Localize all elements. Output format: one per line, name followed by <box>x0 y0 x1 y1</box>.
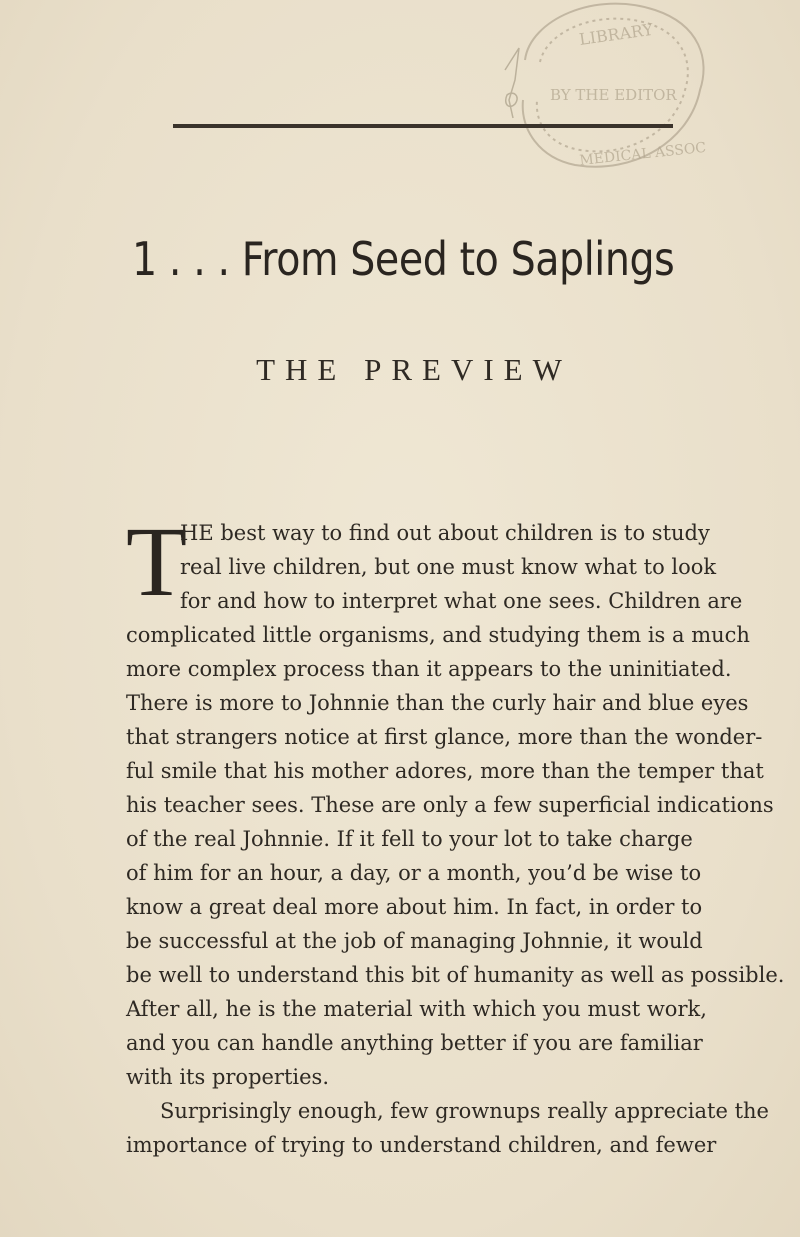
body-text <box>126 506 785 1162</box>
text-line: for and how to interpret what one sees. Children are <box>180 589 743 613</box>
text-line: of the real Johnnie. If it fell to your lot to take charge <box>126 827 693 851</box>
drop-cap: T <box>126 506 188 617</box>
svg-text:MEDICAL ASSOC: MEDICAL ASSOC <box>578 139 707 169</box>
text-line: his teacher sees. These are only a few superficial indications <box>126 793 774 817</box>
text-line: be successful at the job of managing Johnnie, it would <box>126 929 703 953</box>
library-stamp <box>485 0 715 200</box>
text-line: know a great deal more about him. In fact, in order to <box>126 895 703 919</box>
text-line: complicated little organisms, and studying them is a much <box>126 623 750 647</box>
chapter-title: 1 . . . From Seed to Saplings <box>132 232 675 286</box>
text-line: Surprisingly enough, few grownups really appreciate the <box>160 1099 769 1123</box>
text-line: HE best way to find out about children is to study <box>180 521 710 545</box>
section-heading: THE PREVIEW <box>256 352 572 387</box>
svg-text:LIBRARY: LIBRARY <box>577 19 655 49</box>
text-line: that strangers notice at first glance, more than the wonder- <box>126 725 763 749</box>
svg-text:BY THE EDITOR: BY THE EDITOR <box>550 86 677 104</box>
text-line: real live children, but one must know what to look <box>180 555 717 579</box>
text-line: There is more to Johnnie than the curly hair and blue eyes <box>126 691 749 715</box>
text-line: more complex process than it appears to the uninitiated. <box>126 657 732 681</box>
horizontal-rule <box>173 124 673 128</box>
text-line: of him for an hour, a day, or a month, you’d be wise to <box>126 861 702 885</box>
text-line: importance of trying to understand children, and fewer <box>126 1133 717 1157</box>
text-line: After all, he is the material with which you must work, <box>126 997 707 1021</box>
text-line: ful smile that his mother adores, more than the temper that <box>126 759 764 783</box>
text-line: and you can handle anything better if you are familiar <box>126 1031 703 1055</box>
text-line: with its properties. <box>126 1065 330 1089</box>
text-line: be well to understand this bit of humanity as well as possible. <box>126 963 785 987</box>
